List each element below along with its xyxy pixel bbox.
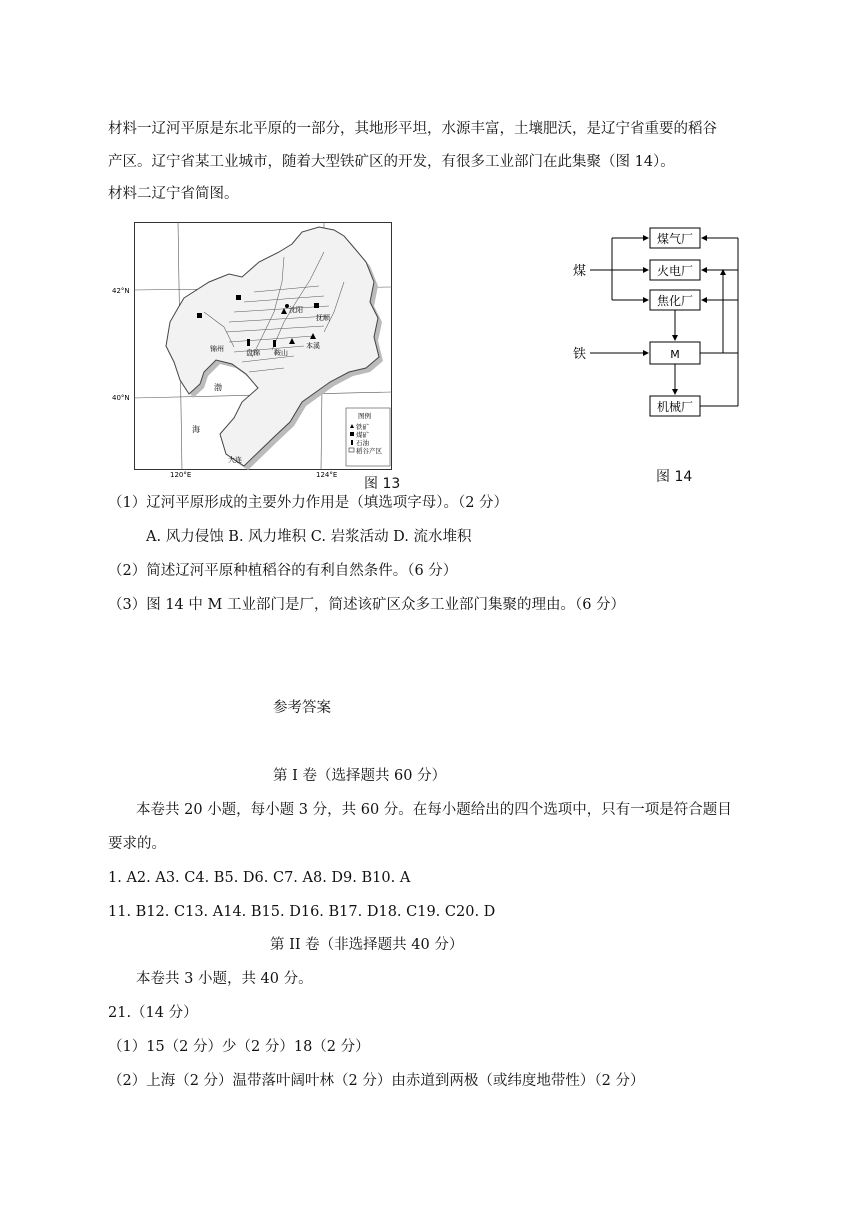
answers-heading: 参考答案	[273, 700, 331, 716]
city-jinzhou: 锦州	[210, 345, 224, 353]
city-benxi: 本溪	[306, 342, 320, 350]
question-1-options: A. 风力侵蚀 B. 风力堆积 C. 岩浆活动 D. 流水堆积	[146, 529, 472, 545]
lon-120-label: 120°E	[170, 471, 192, 479]
node-gas-plant-label: 煤气厂	[656, 232, 694, 246]
part-1-title: 第 I 卷（选择题共 60 分）	[273, 768, 447, 784]
coal-mine-icon	[314, 303, 319, 308]
question-2: （2）简述辽河平原种植稻谷的有利自然条件。（6 分）	[108, 563, 458, 579]
oil-icon	[247, 339, 250, 346]
city-shenyang: 沈阳	[289, 306, 303, 314]
node-machinery-plant	[650, 396, 700, 416]
part-1-desc-line-1: 本卷共 20 小题，每小题 3 分，共 60 分。在每小题给出的四个选项中，只有一项是符合题目	[136, 802, 732, 818]
oil-icon	[273, 340, 276, 347]
node-machinery-plant-label: 机械厂	[656, 400, 694, 414]
material-2: 材料二辽宁省简图。	[108, 186, 239, 202]
legend-iron: 铁矿	[356, 423, 369, 431]
answer-row-2: 11. B12. C13. A14. B15. D16. B17. D18. C19. C20. D	[108, 904, 496, 920]
node-coking-plant-label: 焦化厂	[656, 294, 694, 308]
node-m	[650, 342, 700, 364]
map-legend	[346, 408, 390, 466]
node-coking-plant	[650, 290, 700, 310]
sea-hai-label: 海	[192, 425, 200, 434]
legend-coal-icon	[350, 432, 354, 436]
legend-oil-icon	[351, 440, 353, 445]
answer-row-1: 1. A2. A3. C4. B5. D6. C7. A8. D9. B10. A	[108, 870, 411, 886]
part-2-desc: 本卷共 3 小题，共 40 分。	[136, 971, 313, 987]
sea-bo-label: 渤	[214, 383, 222, 392]
answer-21-heading: 21.（14 分）	[108, 1005, 198, 1021]
city-anshan: 鞍山	[274, 349, 288, 357]
material-1-line-1: 材料一辽河平原是东北平原的一部分，其地形平坦，水源丰富，土壤肥沃，是辽宁省重要的稻谷	[108, 121, 717, 137]
lon-124-label: 124°E	[316, 471, 338, 479]
city-dalian: 大连	[228, 456, 242, 464]
node-power-plant-label: 火电厂	[656, 264, 694, 278]
legend-title: 图例	[358, 412, 371, 420]
figure-14-caption: 图 14	[656, 469, 693, 485]
material-1-line-2: 产区。辽宁省某工业城市，随着大型铁矿区的开发，有很多工业部门在此集聚（图 14）。	[108, 154, 675, 170]
part-2-title: 第 II 卷（非选择题共 40 分）	[270, 937, 464, 953]
answer-21-1: （1）15（2 分）少（2 分）18（2 分）	[108, 1039, 370, 1055]
question-3: （3）图 14 中 M 工业部门是厂，简述该矿区众多工业部门集聚的理由。（6 分）	[108, 597, 626, 613]
node-m-label: M	[670, 348, 680, 361]
coal-mine-icon	[236, 295, 241, 300]
node-power-plant	[650, 260, 700, 280]
coal-input-label: 煤	[573, 264, 587, 279]
city-panjin: 盘锦	[246, 349, 260, 357]
node-gas-plant	[650, 228, 700, 248]
answer-21-2: （2）上海（2 分）温带落叶阔叶林（2 分）由赤道到两极（或纬度地带性）（2 分）	[108, 1073, 645, 1089]
legend-rice: 稻谷产区	[356, 447, 382, 455]
figure-13-caption: 图 13	[364, 476, 401, 492]
iron-input-label: 铁	[573, 347, 587, 362]
part-1-desc-line-2: 要求的。	[108, 836, 166, 852]
lat-40-label: 40°N	[112, 394, 130, 402]
coal-mine-icon	[197, 313, 202, 318]
legend-oil: 石油	[356, 439, 369, 447]
legend-coal: 煤矿	[356, 431, 369, 439]
city-fushun: 抚顺	[316, 314, 330, 322]
liaoning-map	[112, 222, 392, 479]
industry-flow-diagram	[570, 224, 770, 424]
lat-42-label: 42°N	[112, 287, 130, 295]
question-1: （1）辽河平原形成的主要外力作用是（填选项字母）。（2 分）	[108, 495, 509, 511]
